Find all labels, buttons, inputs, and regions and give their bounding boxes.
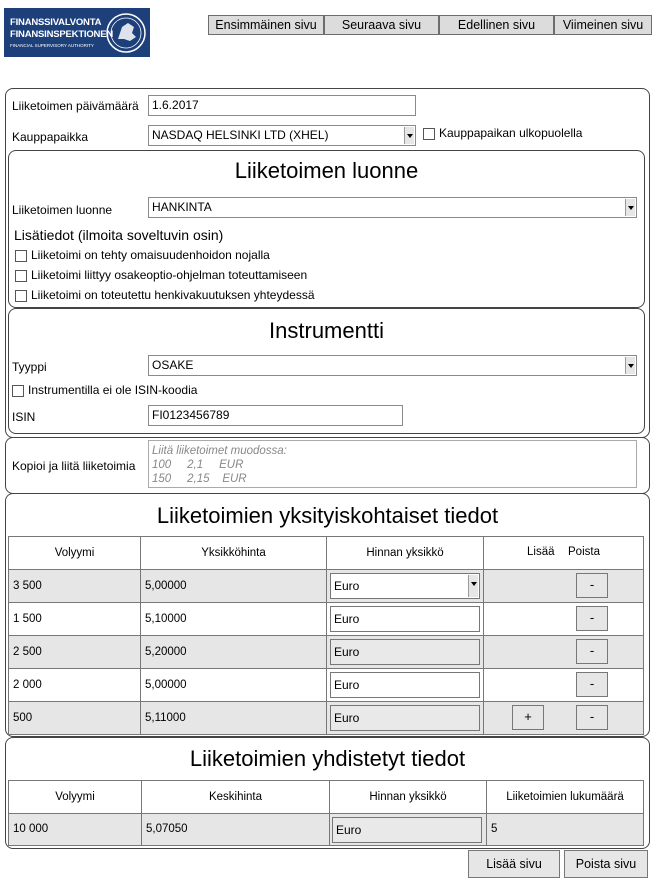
table-row-actions (483, 668, 644, 702)
logo (4, 8, 150, 57)
combined-header-avg-price: Keskihinta (141, 780, 330, 814)
outside-venue-checkbox[interactable] (423, 128, 435, 140)
lion-emblem-icon (104, 11, 148, 55)
remove-row-button[interactable]: - (576, 639, 608, 664)
date-label: Liiketoimen päivämäärä (12, 99, 139, 113)
paste-placeholder-line-3: 150 2,15 EUR (152, 473, 247, 485)
asset-management-label: Liiketoimi on tehty omaisuudenhoidon nojalla (31, 248, 270, 262)
last-page-button[interactable]: Viimeinen sivu (554, 15, 652, 35)
remove-row-button[interactable]: - (576, 573, 608, 598)
price-unit-input[interactable]: Euro (330, 639, 480, 665)
next-page-button[interactable]: Seuraava sivu (324, 15, 439, 35)
table-row-volume: 2 500 (8, 635, 141, 669)
table-row-actions (483, 602, 644, 636)
extra-info-heading: Lisätiedot (ilmoita soveltuvin osin) (14, 227, 224, 243)
header-actions (483, 536, 644, 570)
previous-page-button[interactable]: Edellinen sivu (439, 15, 554, 35)
paste-placeholder-line-2: 100 2,1 EUR (152, 459, 244, 471)
chevron-down-icon (404, 127, 414, 144)
combined-title: Liiketoimien yhdistetyt tiedot (189, 746, 466, 771)
remove-row-button[interactable]: - (576, 672, 608, 697)
stock-option-checkbox[interactable] (15, 270, 27, 282)
combined-price-unit: Euro (332, 817, 482, 843)
nature-select[interactable] (148, 197, 637, 218)
life-insurance-label: Liiketoimi on toteutettu henkivakuutuksen yhteydessä (31, 288, 315, 302)
paste-textarea[interactable] (148, 440, 637, 488)
table-row-volume: 3 500 (8, 569, 141, 603)
venue-select-value: NASDAQ HELSINKI LTD (XHEL) (152, 128, 329, 142)
header-price-unit: Hinnan yksikkö (326, 536, 484, 570)
table-row-actions (483, 569, 644, 603)
details-title: Liiketoimien yksityiskohtaiset tiedot (156, 503, 499, 528)
price-unit-input[interactable]: Euro (330, 606, 480, 632)
logo-line-3: FINANCIAL SUPERVISORY AUTHORITY (10, 43, 94, 48)
paste-label: Kopioi ja liitä liiketoimia (12, 459, 136, 473)
date-input[interactable]: 1.6.2017 (148, 95, 416, 116)
venue-label: Kauppapaikka (12, 130, 89, 144)
remove-row-button[interactable]: - (576, 705, 608, 730)
add-page-button[interactable]: Lisää sivu (468, 850, 560, 878)
header-volume: Volyymi (8, 536, 141, 570)
table-row-volume: 1 500 (8, 602, 141, 636)
combined-count: 5 (486, 813, 644, 846)
price-unit-input[interactable]: Euro (330, 672, 480, 698)
type-label: Tyyppi (12, 360, 47, 374)
combined-header-count: Liiketoimien lukumäärä (486, 780, 644, 814)
header-unit-price: Yksikköhinta (140, 536, 327, 570)
table-row-price: 5,00000 (140, 569, 327, 603)
instrument-title: Instrumentti (269, 318, 384, 343)
type-select[interactable] (148, 355, 637, 376)
venue-select[interactable] (148, 125, 416, 146)
no-isin-checkbox[interactable] (12, 385, 24, 397)
price-unit-select[interactable]: Euro (330, 573, 480, 599)
no-isin-label: Instrumentilla ei ole ISIN-koodia (28, 383, 198, 397)
table-row-actions (483, 635, 644, 669)
asset-management-checkbox[interactable] (15, 250, 27, 262)
logo-line-1: FINANSSIVALVONTA (10, 17, 102, 28)
table-row-price: 5,20000 (140, 635, 327, 669)
add-row-button[interactable]: + (512, 705, 544, 730)
chevron-down-icon (625, 199, 635, 216)
combined-avg-price: 5,07050 (141, 813, 330, 846)
table-row-price: 5,10000 (140, 602, 327, 636)
table-row-volume: 500 (8, 701, 141, 735)
table-row-actions (483, 701, 644, 735)
outside-venue-label: Kauppapaikan ulkopuolella (439, 126, 583, 140)
remove-row-button[interactable]: - (576, 606, 608, 631)
logo-line-2: FINANSINSPEKTIONEN (10, 29, 114, 40)
price-unit-input[interactable]: Euro (330, 705, 480, 731)
combined-header-volume: Volyymi (8, 780, 142, 814)
table-row-volume: 2 000 (8, 668, 141, 702)
header-add: Lisää (527, 546, 555, 558)
table-row-price: 5,00000 (140, 668, 327, 702)
nature-select-value: HANKINTA (152, 200, 212, 214)
stock-option-label: Liiketoimi liittyy osakeoptio-ohjelman toteuttamiseen (31, 268, 308, 282)
remove-page-button[interactable]: Poista sivu (564, 850, 648, 878)
paste-placeholder-line-1: Liitä liiketoimet muodossa: (152, 445, 287, 457)
isin-input[interactable]: FI0123456789 (148, 405, 403, 426)
header-remove: Poista (568, 546, 600, 558)
first-page-button[interactable]: Ensimmäinen sivu (208, 15, 324, 35)
chevron-down-icon (468, 575, 478, 597)
isin-label: ISIN (12, 410, 36, 424)
table-row-price: 5,11000 (140, 701, 327, 735)
type-select-value: OSAKE (152, 358, 194, 372)
life-insurance-checkbox[interactable] (15, 290, 27, 302)
nature-title: Liiketoimen luonne (234, 158, 419, 183)
combined-header-price-unit: Hinnan yksikkö (329, 780, 487, 814)
combined-volume: 10 000 (8, 813, 142, 846)
chevron-down-icon (625, 357, 635, 374)
nature-label: Liiketoimen luonne (12, 203, 113, 217)
